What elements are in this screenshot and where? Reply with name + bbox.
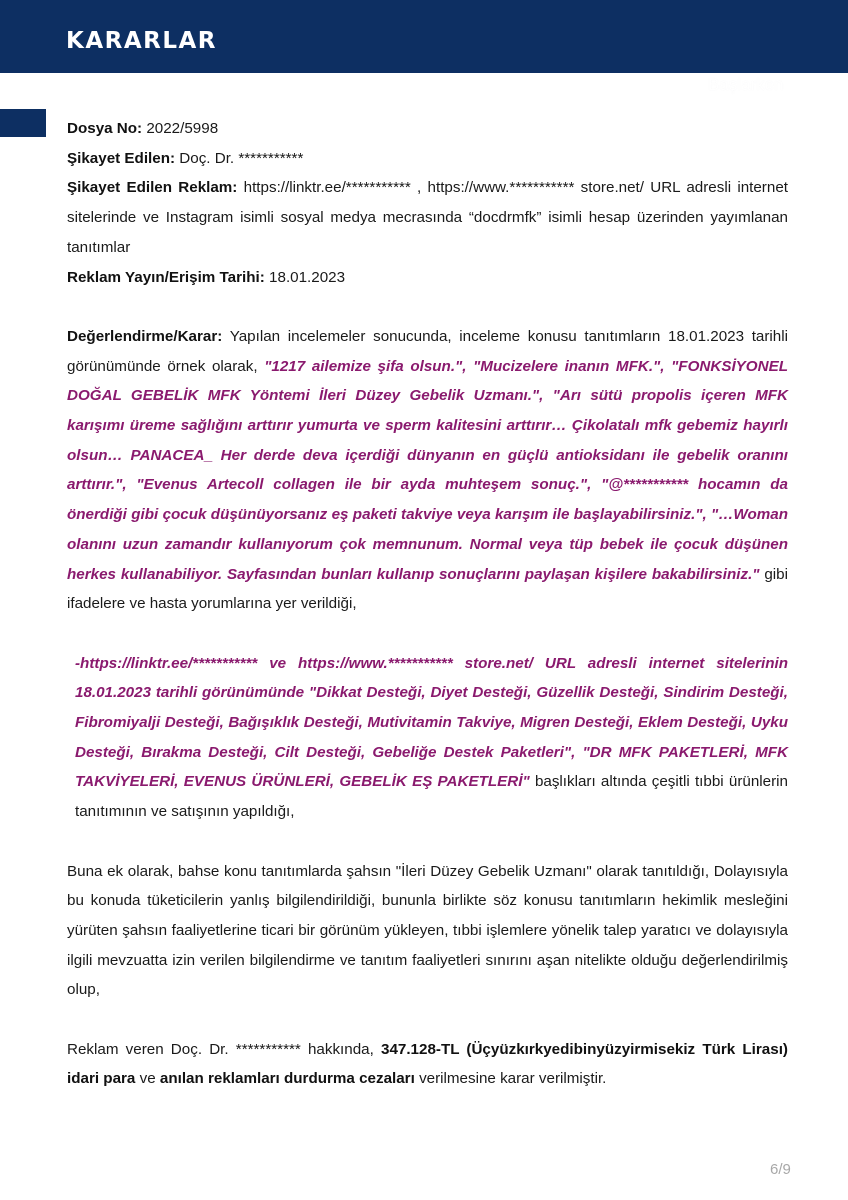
- spacer: [67, 827, 788, 857]
- spacer: [67, 1005, 788, 1035]
- decision-suffix: verilmesine karar verilmiştir.: [419, 1070, 607, 1088]
- header-bar: [0, 0, 848, 73]
- evaluation-outro: gibi ifadelere ve hasta yorumlarına yer verildiği,: [67, 565, 788, 613]
- websites-highlight: -https://linktr.ee/*********** ve https://www.*********** store.net/ URL adresli internet sitelerinin 18.01.2023 tarihli görünümünde "Dikkat Desteği, Diyet Desteği, Güzellik Desteği, Sindirim Desteği, Fibromiyalji Desteği, Bağışıklık Desteği, Mutivitamin Takviye, Migren Desteği, Eklem Desteği, Uyku Desteği, Bırakma Desteği, Cilt Desteği, Gebeliğe Destek Paketleri", "DR MFK PAKETLERİ, MFK TAKVİYELERİ, EVENUS ÜRÜNLERİ, GEBELİK EŞ PAKETLERİ": [75, 654, 788, 791]
- ghost-heading: Başlarken: [708, 75, 784, 94]
- decision-connector: ve: [139, 1070, 156, 1088]
- complained-ad-line: [67, 173, 788, 262]
- websites-paragraph: [67, 649, 788, 827]
- case-file-label: Dosya No:: [67, 120, 143, 137]
- decision-fine: 347.128-TL (Üçyüzkırkyedibinyüzyirmisekiz Türk Lirası) idari para: [67, 1040, 788, 1088]
- decision-penalty: anılan reklamları durdurma cezaları: [159, 1070, 415, 1088]
- evaluation-quotes: "1217 ailemize şifa olsun.", "Mucizelere inanın MFK.", "FONKSİYONEL DOĞAL GEBELİK MFK Yöntemi İleri Düzey Gebelik Uzmanı.", "Arı sütü propolis içeren MFK karışımı üreme sağlığını arttırır yumurta ve sperm kalitesini arttırır… Çikolatalı mfk gebemiz hayırlı olsun… PANACEA_ Her derde deva içerdiği dünyanın en güçlü antioksidanı ile gebelik oranını arttırır.", "Evenus Artecoll collagen ile bir ayda muhteşem sonuç.", "@*********** hocamın da önerdiği gibi çocuk düşünüyorsanız eş paketi takviye veya karışım ile başlayabilirsiniz.", "…Woman olanını uzun zamandır kullanıyorum çok memnunum. Normal veya tüp bebek ile çocuk düşünen herkes kullanabiliyor. Sayfasından bunları kullanıp sonuçlarını paylaşan kişilere bakabilirsiniz.": [67, 357, 788, 583]
- ad-date-value: 18.01.2023: [269, 268, 346, 286]
- case-file-line: [67, 114, 788, 144]
- page-number: 6/9: [770, 1161, 791, 1178]
- evaluation-paragraph: [67, 322, 788, 619]
- spacer: [67, 619, 788, 649]
- page-title: KARARLAR: [66, 28, 218, 54]
- ad-date-line: [67, 263, 788, 293]
- spacer: [67, 292, 788, 322]
- side-marker: [0, 109, 46, 137]
- evaluation-label: Değerlendirme/Karar:: [67, 327, 223, 345]
- websites-tail: başlıkları altında çeşitli tıbbi ürünlerin tanıtımının ve satışının yapıldığı,: [75, 773, 788, 821]
- complained-party-line: [67, 144, 788, 174]
- complained-ad-value: https://linktr.ee/*********** , https://www.*********** store.net/ URL adresli internet sitelerinde ve Instagram isimli sosyal medya mecrasında “docdrmfk” isimli hesap üzerinden yayımlanan tanıtımlar: [67, 179, 788, 256]
- decision-paragraph: [67, 1035, 788, 1094]
- decision-prefix: Reklam veren Doç. Dr. *********** hakkında,: [67, 1040, 374, 1058]
- case-file-value: 2022/5998: [146, 120, 219, 137]
- complained-ad-label: Şikayet Edilen Reklam:: [67, 179, 238, 197]
- complained-party-value: Doç. Dr. ***********: [179, 149, 304, 167]
- complained-party-label: Şikayet Edilen:: [67, 149, 176, 167]
- decision-content: [67, 114, 788, 1094]
- evaluation-intro: Yapılan incelemeler sonucunda, inceleme konusu tanıtımların 18.01.2023 tarihli görünümünde örnek olarak,: [67, 327, 788, 375]
- ad-date-label: Reklam Yayın/Erişim Tarihi:: [67, 268, 265, 286]
- conclusion-paragraph: Buna ek olarak, bahse konu tanıtımlarda şahsın "İleri Düzey Gebelik Uzmanı" olarak tanıtıldığı, Dolayısıyla bu konuda tüketicilerin yanlış bilgilendirildiği, bununla birlikte söz konusu tanıtımların hekimlik mesleğini yürüten şahsın faaliyetlerine ticari bir görünüm yükleyen, tıbbi işlemlere yönelik talep yaratıcı ve dolayısıyla ilgili mevzuatta izin verilen bilgilendirme ve tanıtım faaliyetleri sınırını aşan nitelikte olduğu değerlendirilmiş olup,: [67, 862, 788, 999]
